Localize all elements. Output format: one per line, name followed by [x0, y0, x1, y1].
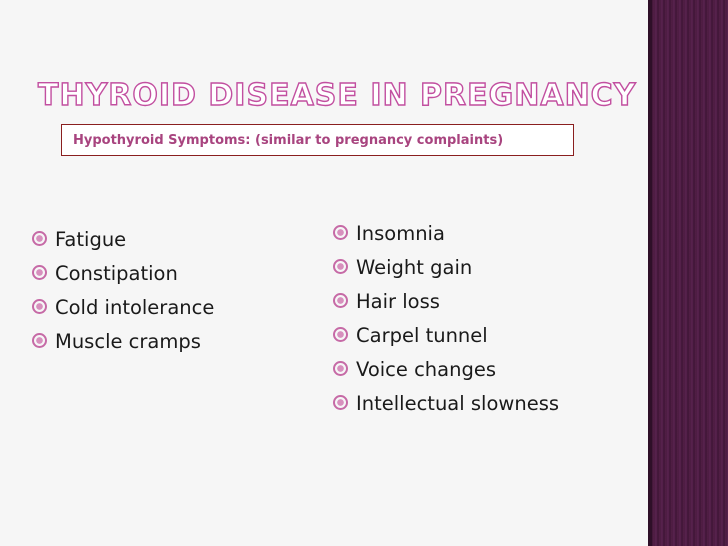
list-item — [333, 284, 559, 318]
list-item — [333, 318, 559, 352]
circle-bullet-icon — [32, 231, 47, 246]
list-item-text: Muscle cramps — [55, 329, 201, 353]
left-bullet-list — [32, 222, 214, 358]
list-item — [32, 324, 214, 358]
list-item — [333, 216, 559, 250]
list-item-text: Constipation — [55, 261, 178, 285]
circle-bullet-icon — [333, 259, 348, 274]
list-item — [333, 352, 559, 386]
list-item — [333, 386, 559, 420]
side-decorative-band — [648, 0, 728, 546]
circle-bullet-icon — [333, 293, 348, 308]
subtitle: Hypothyroid Symptoms: (similar to pregnancy complaints) — [73, 132, 504, 148]
list-item-text: Hair loss — [356, 289, 440, 313]
right-bullet-list — [333, 216, 559, 420]
list-item — [333, 250, 559, 284]
list-item — [32, 256, 214, 290]
circle-bullet-icon — [333, 395, 348, 410]
list-item-text: Weight gain — [356, 255, 473, 279]
list-item-text: Voice changes — [356, 357, 497, 381]
circle-bullet-icon — [32, 299, 47, 314]
subtitle-box — [61, 124, 574, 156]
circle-bullet-icon — [333, 327, 348, 342]
list-item-text: Cold intolerance — [55, 295, 215, 319]
circle-bullet-icon — [32, 265, 47, 280]
list-item — [32, 222, 214, 256]
list-item-text: Fatigue — [55, 227, 127, 251]
list-item-text: Intellectual slowness — [356, 391, 560, 415]
list-item-text: Insomnia — [356, 221, 445, 245]
list-item — [32, 290, 214, 324]
list-item-text: Carpel tunnel — [356, 323, 488, 347]
circle-bullet-icon — [333, 361, 348, 376]
circle-bullet-icon — [333, 225, 348, 240]
slide-title: THYROID DISEASE IN PREGNANCY — [38, 78, 637, 113]
circle-bullet-icon — [32, 333, 47, 348]
